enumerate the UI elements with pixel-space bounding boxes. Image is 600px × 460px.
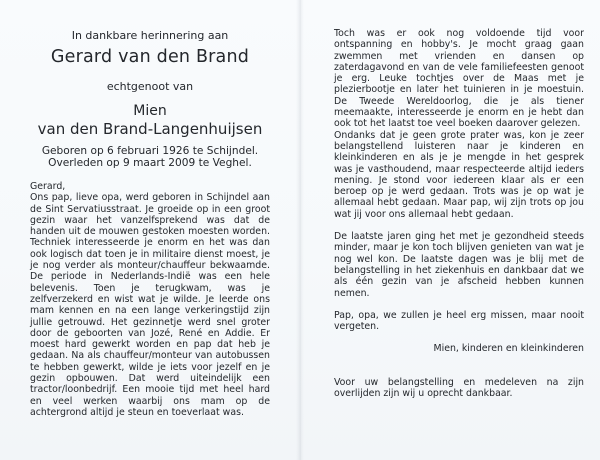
closing-paragraph: Voor uw belangstelling en medeleven na zijn overlijden zijn wij u oprecht dankbaar. <box>334 376 584 400</box>
spouse-first-name: Mien <box>133 103 167 119</box>
right-paragraph-2: Ondanks dat je geen grote prater was, kon je zeer belangstellend luisteren naar je kinderen en kleinkinderen en als je je mengde in het gesprek was je vasthoudend, maar respecteerde altijd ieders mening. Je stond voor iedereen klaar als er een beroep op je werd gedaan. Trots was je op wat je allemaal hebt gedaan. Maar pap, wij zijn trots op jou wat jij voor ons allemaal hebt gedaan. <box>334 129 584 220</box>
right-paragraph-4: Pap, opa, we zullen je heel erg missen, maar nooit vergeten. <box>334 309 584 333</box>
left-body-paragraph: Ons pap, lieve opa, werd geboren in Schijndel aan de Sint Servatiusstraat. Je groeide op in een groot gezin waar het vanzelfsprekend was dat de handen uit de mouwen gestoken moesten worden. Techniek interesseerde je enorm en het was dan ook logisch dat toen je in militaire dienst moest, je je nog verder als monteur/chauffeur bekwaamde. De periode in Nederlands-Indië was een hele belevenis. Toen je terugkwam, was je zelfverzekerd en wist wat je wilde. Je leerde ons mam kennen en na een lange verkeringstijd zijn jullie getrouwd. Het gezinnetje werd snel groter door de geboorten van Jozé, René en Addie. Er moest hard gewerkt worden en pap dat heb je gedaan. Na als chauffeur/monteur van autobussen te hebben gewerkt, wilde je iets voor jezelf en je gezin opbouwen. Dat werd uiteindelijk een tractor/loonbedrijf. Een mooie tijd met heel hard en veel werken waarbij ons mam op de achtergrond altijd je steun en toeverlaat was. <box>30 192 270 418</box>
spouse-last-name: van den Brand-Langenhuijsen <box>37 120 263 138</box>
salutation-line: Gerard, <box>30 181 66 192</box>
relation-line: echtgenoot van <box>106 80 194 93</box>
signature-line: Mien, kinderen en kleinkinderen <box>433 343 584 355</box>
intro-line: In dankbare herinnering aan <box>71 29 229 42</box>
death-line: Overleden op 9 maart 2009 te Veghel. <box>48 157 252 169</box>
right-paragraph-1: Toch was er ook nog voldoende tijd voor ontspanning en hobby's. Je mocht graag gaan zwemmen met vrienden en dansen op zaterdagavond en van de vele familiefeesten genoot je erg. Leuke tochtjes over de Maas met je plezierbootje en later het tuinieren in je moestuin. De Tweede Wereldoorlog, die je als tiener meemaakte, interesseerde je enorm en je hebt dan ook tot het laatst toe veel boeken daarover gelezen. <box>334 28 584 130</box>
memorial-card-right-page <box>300 0 600 460</box>
deceased-name: Gerard van den Brand <box>50 47 250 67</box>
right-paragraph-3: De laatste jaren ging het met je gezondheid steeds minder, maar je kon toch blijven genieten van wat je nog wel kon. De laatste dagen was je blij met de belangstelling in het ziekenhuis en dankbaar dat we als één gezin van je afscheid hebben kunnen nemen. <box>334 231 584 299</box>
birth-line: Geboren op 6 februari 1926 te Schijndel. <box>41 145 259 157</box>
